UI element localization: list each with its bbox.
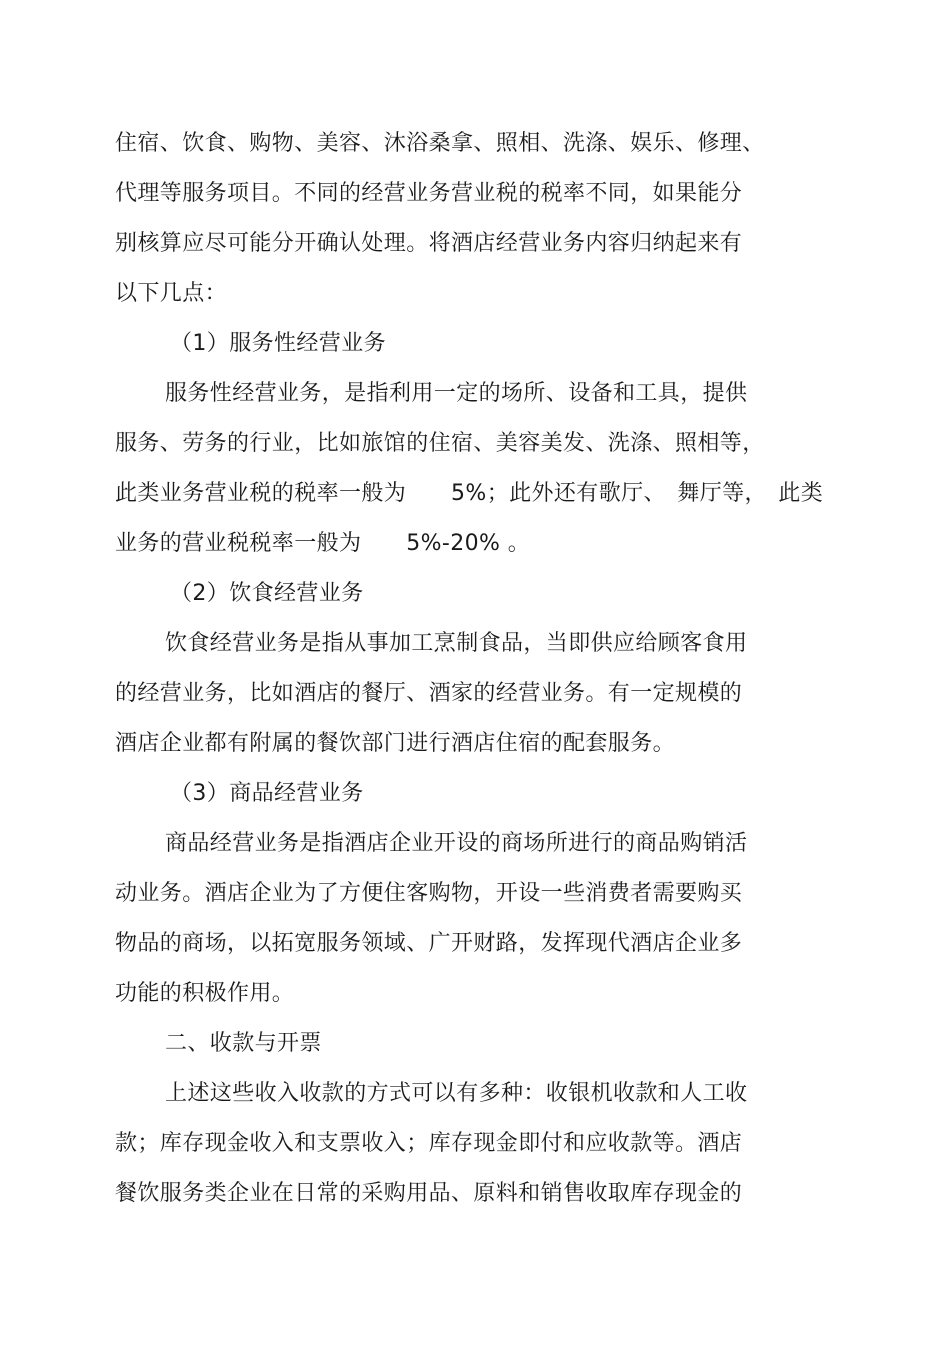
paragraph-line: 代理等服务项目。不同的经营业务营业税的税率不同，如果能分 [115,181,743,206]
paragraph-line: 酒店企业都有附属的餐饮部门进行酒店住宿的配套服务。 [115,731,676,756]
paragraph-line: 服务、劳务的行业，比如旅馆的住宿、美容美发、洗涤、照相等， [115,431,765,456]
paragraph-line: 的经营业务，比如酒店的餐厅、酒家的经营业务。有一定规模的 [115,681,743,706]
paragraph-line: 业务的营业税税率一般为 5%-20% 。 [115,531,531,556]
paragraph-line: 款；库存现金收入和支票收入；库存现金即付和应收款等。酒店 [115,1131,743,1156]
paragraph-line: 功能的积极作用。 [115,981,295,1006]
paragraph-line: 服务性经营业务，是指利用一定的场所、设备和工具，提供 [165,381,748,406]
paragraph-line: 物品的商场，以拓宽服务领域、广开财路，发挥现代酒店企业多 [115,931,743,956]
paragraph-line: 商品经营业务是指酒店企业开设的商场所进行的商品购销活 [165,831,748,856]
paragraph-line: 餐饮服务类企业在日常的采购用品、原料和销售收取库存现金的 [115,1181,743,1206]
paragraph-line: 以下几点： [115,281,228,306]
paragraph-line: 上述这些收入收款的方式可以有多种：收银机收款和人工收 [165,1081,748,1106]
section-heading: （1）服务性经营业务 [170,331,386,356]
section-heading: （2）饮食经营业务 [170,581,364,606]
paragraph-line: 别核算应尽可能分开确认处理。将酒店经营业务内容归纳起来有 [115,231,743,256]
paragraph-line: 饮食经营业务是指从事加工烹制食品，当即供应给顾客食用 [165,631,748,656]
paragraph-line: 此类业务营业税的税率一般为 5%；此外还有歌厅、 舞厅等， 此类 [115,481,824,506]
section-heading: （3）商品经营业务 [170,781,364,806]
paragraph-line: 动业务。酒店企业为了方便住客购物，开设一些消费者需要购买 [115,881,743,906]
paragraph-line: 住宿、饮食、购物、美容、沐浴桑拿、照相、洗涤、娱乐、修理、 [115,131,765,156]
section-heading: 二、收款与开票 [165,1031,322,1056]
